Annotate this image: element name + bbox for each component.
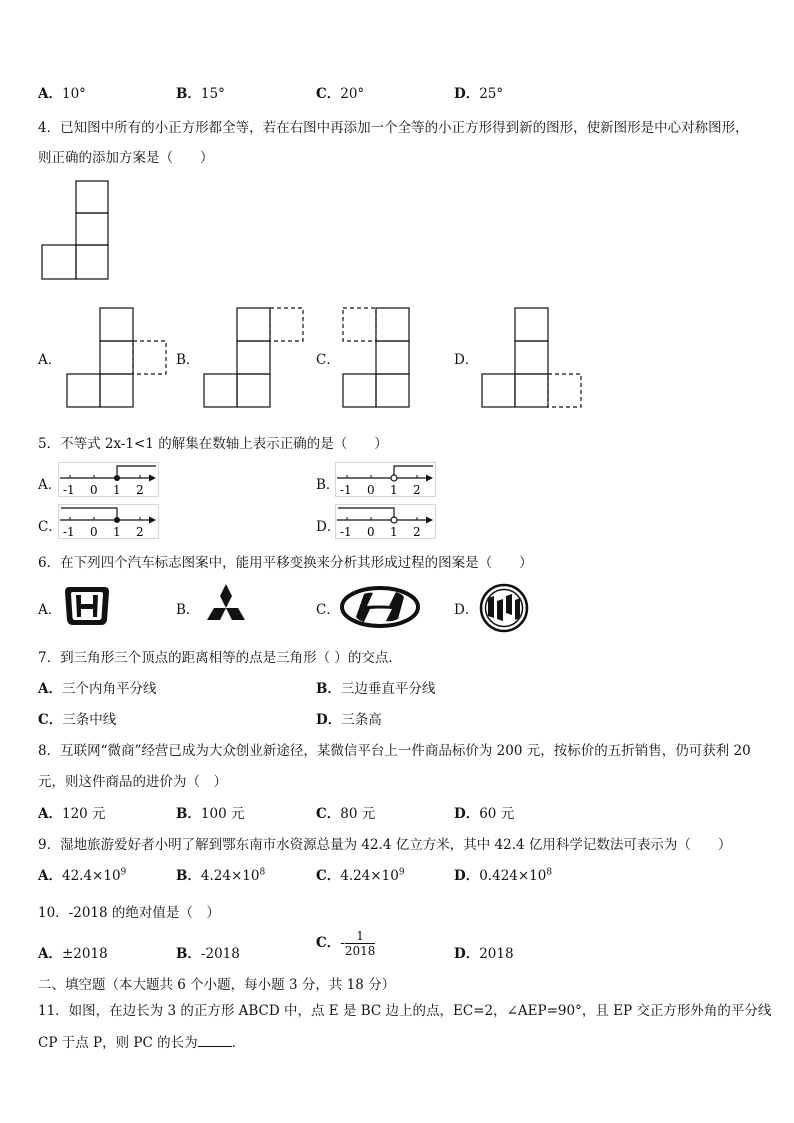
q8-option-d: D．60 元 — [454, 806, 515, 822]
q5-option-c-numberline — [58, 504, 162, 540]
q11-stem-line1: 11．如图，在边长为 3 的正方形 ABCD 中，点 E 是 BC 边上的点，EC=2，∠AEP=90°，且 EP 交正方形外角的平分线 — [38, 1003, 772, 1019]
q11-stem-line2: CP 于点 P，则 PC 的长为 ． — [38, 1035, 246, 1051]
q4-stem-line2: 则正确的添加方案是（ ） — [38, 150, 214, 166]
q4-option-c-figure — [342, 306, 446, 410]
section-heading: 二、填空题（本大题共 6 个小题，每小题 3 分，共 18 分） — [38, 977, 396, 993]
q9-option-b: B．$4.24\times 10^8$ — [176, 867, 266, 884]
q7-option-c: C．三条中线 — [38, 712, 117, 728]
q9-option-c: C．$4.24\times 10^9$ — [316, 867, 405, 884]
q8-option-a: A．120 元 — [38, 806, 106, 822]
q10-fraction: $\frac{1}{2018}$ — [344, 929, 376, 958]
q8-option-b: B．100 元 — [176, 806, 245, 822]
q10-option-c: C．- $\frac{1}{2018}$ — [316, 929, 376, 958]
q7-option-b: B．三边垂直平分线 — [316, 681, 436, 697]
q9-option-a: A．$42.4\times 10^9$ — [38, 867, 127, 884]
q3-option-c: C．20° — [316, 86, 365, 102]
q4-option-c-label: C． — [316, 352, 340, 368]
q6-option-c-label: C． — [316, 602, 340, 618]
q4-option-b-figure — [203, 306, 307, 410]
q6-option-a-label: A． — [38, 602, 62, 618]
q8-option-c: C．80 元 — [316, 806, 376, 822]
q5a-tick-0: 0 — [90, 483, 98, 497]
q3-option-a: A．10° — [38, 86, 86, 102]
q3-option-b: B．15° — [176, 86, 225, 102]
q5b-tick-1: 1 — [390, 483, 398, 497]
q5-option-a-label: A． — [38, 477, 62, 493]
q8-stem-line2: 元，则这件商品的进价为（ ） — [38, 774, 227, 790]
q5b-tick-0: 0 — [367, 483, 375, 497]
answer-blank[interactable] — [198, 1034, 232, 1047]
q5c-tick-m1: -1 — [63, 525, 75, 539]
q10-stem: 10．-2018 的绝对值是（ ） — [38, 905, 220, 921]
q4-option-a-figure — [66, 306, 170, 410]
q10-option-d: D．2018 — [454, 946, 514, 962]
q9-option-d: D．$0.424\times 10^8$ — [454, 867, 553, 884]
q4-option-a-label: A． — [38, 352, 62, 368]
q5-option-c-label: C． — [38, 519, 62, 535]
q7-option-d: D．三条高 — [316, 712, 382, 728]
q6-option-b-label: B． — [176, 602, 200, 618]
q8-stem-line1: 8．互联网“微商”经营已成为大众创业新途径，某微信平台上一件商品标价为 200 元，按标价的五折销售，仍可获利 20 — [38, 743, 751, 759]
q5-option-a-numberline — [58, 462, 162, 498]
q5-option-d-label: D． — [316, 519, 341, 535]
q4-base-figure — [40, 180, 110, 282]
q4-option-d-label: D． — [454, 352, 479, 368]
q5-option-b-label: B． — [316, 477, 340, 493]
q5c-tick-1: 1 — [113, 525, 121, 539]
hyundai-logo-icon — [340, 586, 422, 628]
q5a-tick-2: 2 — [136, 483, 144, 497]
q3-option-d: D．25° — [454, 86, 504, 102]
q5c-tick-0: 0 — [90, 525, 98, 539]
q10-option-b: B．-2018 — [176, 946, 240, 962]
buick-logo-icon — [479, 583, 529, 633]
q5c-tick-2: 2 — [136, 525, 144, 539]
q7-stem: 7．到三角形三个顶点的距离相等的点是三角形（ ）的交点． — [38, 650, 402, 666]
q5-option-d-numberline — [335, 504, 439, 540]
q5b-tick-2: 2 — [413, 483, 421, 497]
q9-stem: 9．湿地旅游爱好者小明了解到鄂东南市水资源总量为 42.4 亿立方米，其中 42.4 亿用科学记数法可表示为（ ） — [38, 837, 732, 853]
q4-option-b-label: B． — [176, 352, 200, 368]
q5a-tick-m1: -1 — [63, 483, 75, 497]
honda-logo-icon — [63, 584, 111, 628]
q5d-tick-0: 0 — [367, 525, 375, 539]
q5d-tick-1: 1 — [390, 525, 398, 539]
q6-option-d-label: D． — [454, 602, 479, 618]
q5d-tick-2: 2 — [413, 525, 421, 539]
q5-option-b-numberline — [335, 462, 439, 498]
q5b-tick-m1: -1 — [340, 483, 352, 497]
q4-stem-line1: 4．已知图中所有的小正方形都全等，若在右图中再添加一个全等的小正方形得到新的图形，使新图形是中心对称图形， — [38, 120, 749, 136]
q7-option-a: A．三个内角平分线 — [38, 681, 157, 697]
q5a-tick-1: 1 — [113, 483, 121, 497]
q6-stem: 6．在下列四个汽车标志图案中，能用平移变换来分析其形成过程的图案是（ ） — [38, 555, 533, 571]
q5-stem: 5．不等式 2x-1<1 的解集在数轴上表示正确的是（ ） — [38, 436, 388, 452]
q10-option-a: A．±2018 — [38, 946, 108, 962]
mitsubishi-logo-icon — [200, 582, 252, 630]
q4-option-d-figure — [481, 306, 585, 410]
q5d-tick-m1: -1 — [340, 525, 352, 539]
